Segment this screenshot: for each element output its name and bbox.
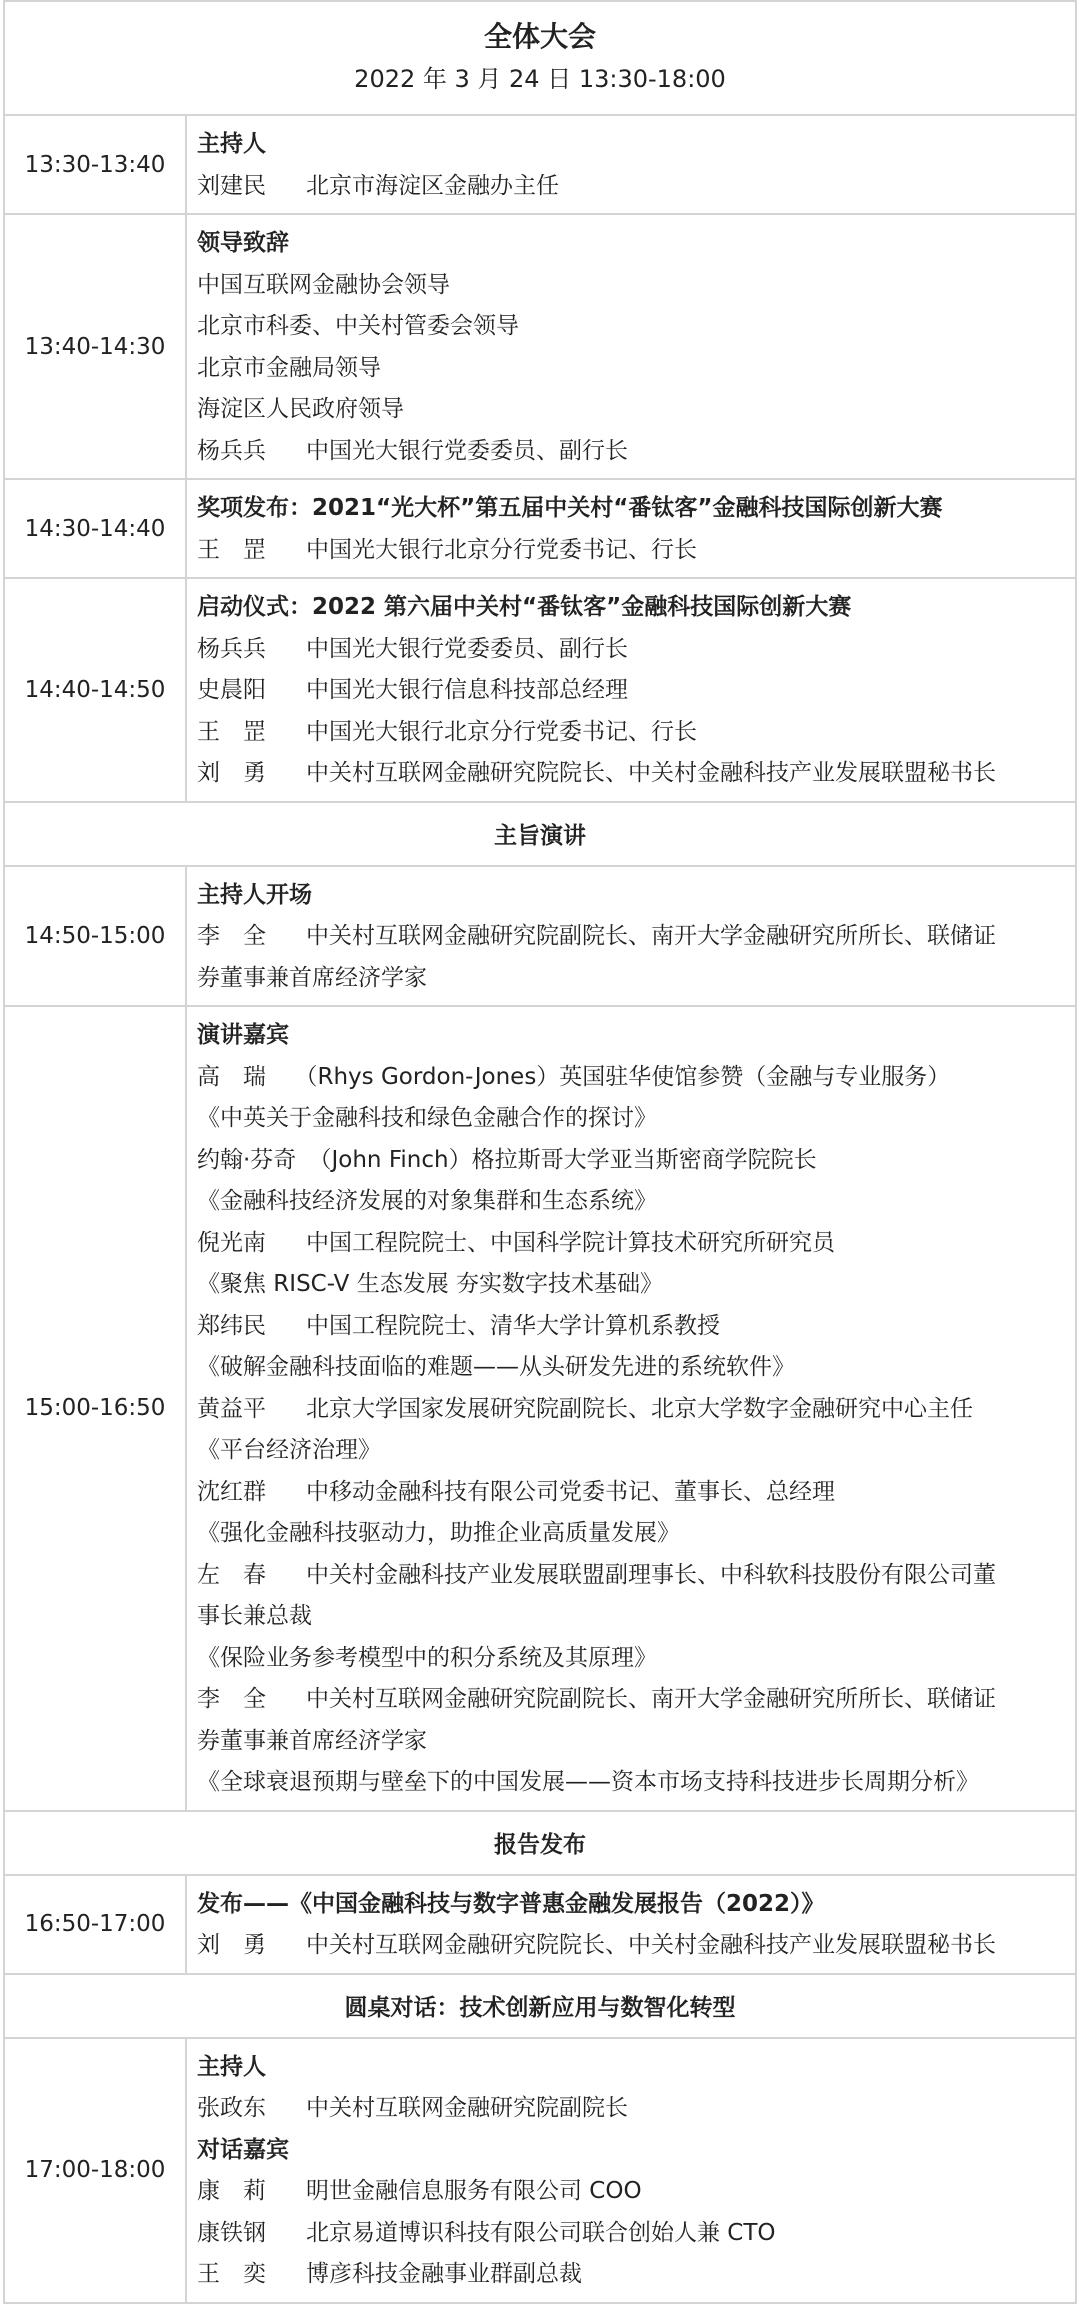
- session-text: 北京市金融局领导: [197, 354, 381, 381]
- session-text: 《全球衰退预期与壁垒下的中国发展——资本市场支持科技进步长周期分析》: [197, 1769, 979, 1795]
- session-heading: 奖项发布：2021“光大杯”第五届中关村“番钛客”金融科技国际创新大赛: [197, 495, 943, 521]
- speaker-title: 博彦科技金融事业群副总裁: [306, 2261, 582, 2287]
- speaker-name: 王 罡: [197, 718, 266, 745]
- time-slot: 13:30-13:40: [5, 116, 187, 213]
- section-keynote: 主旨演讲: [5, 803, 1075, 867]
- speaker-name: 刘 勇: [197, 1932, 266, 1958]
- speaker-line: [197, 431, 1065, 473]
- spacer: [283, 1064, 306, 1090]
- agenda-row: [5, 579, 1075, 803]
- speaker-name: 高 瑞: [197, 1063, 266, 1090]
- speaker-title: 中国工程院院士、中国科学院计算技术研究所研究员: [306, 1229, 835, 1256]
- speaker-name: 杨兵兵: [197, 437, 266, 464]
- speaker-line: [197, 712, 1065, 754]
- speaker-line: [197, 530, 1065, 572]
- speaker-line: [197, 2171, 1065, 2213]
- spacer: [283, 2095, 306, 2121]
- speaker-line: [197, 670, 1065, 712]
- session-text: 《聚焦 RISC-V 生态发展 夯实数字技术基础》: [197, 1271, 664, 1297]
- speaker-title: 中关村金融科技产业发展联盟副理事长、中科软科技股份有限公司董: [306, 1561, 996, 1588]
- speaker-title: 中国光大银行北京分行党委书记、行长: [306, 536, 697, 563]
- session-content: [187, 867, 1075, 1006]
- spacer: [283, 1479, 306, 1505]
- agenda-row: [5, 2039, 1075, 2304]
- session-text: 《保险业务参考模型中的积分系统及其原理》: [197, 1644, 657, 1671]
- spacer: [283, 2178, 306, 2204]
- speaker-title: 中国光大银行信息科技部总经理: [306, 677, 628, 703]
- speaker-name: 史晨阳: [197, 677, 266, 703]
- speaker-title: 中关村互联网金融研究院副院长: [306, 2095, 628, 2121]
- spacer: [283, 719, 306, 745]
- time-slot: 14:30-14:40: [5, 480, 187, 577]
- page-title: 全体大会: [483, 20, 596, 53]
- spacer: [283, 1686, 306, 1712]
- speaker-title: 北京大学国家发展研究院副院长、北京大学数字金融研究中心主任: [306, 1395, 973, 1422]
- session-text: 券董事兼首席经济学家: [197, 964, 427, 991]
- agenda-group-report: [5, 1876, 1075, 1975]
- spacer: [283, 760, 306, 786]
- speaker-name: 杨兵兵: [197, 635, 266, 662]
- spacer: [283, 923, 306, 949]
- speaker-line: [197, 629, 1065, 671]
- speaker-line: [197, 916, 1065, 958]
- speaker-title: 中关村互联网金融研究院院长、中关村金融科技产业发展联盟秘书长: [306, 1932, 996, 1958]
- spacer: [283, 636, 306, 662]
- session-text: 中国互联网金融协会领导: [197, 271, 450, 298]
- session-text: 《金融科技经济发展的对象集群和生态系统》: [197, 1188, 657, 1214]
- speaker-name: 刘建民: [197, 172, 266, 199]
- speaker-line: [197, 1223, 1065, 1265]
- spacer: [283, 1396, 306, 1422]
- speaker-line: [197, 1472, 1065, 1514]
- speaker-title: 中国光大银行北京分行党委书记、行长: [306, 718, 697, 745]
- speaker-line: [197, 1057, 1065, 1099]
- section-roundtable: 圆桌对话：技术创新应用与数智化转型: [5, 1975, 1075, 2039]
- time-slot: 16:50-17:00: [5, 1876, 187, 1973]
- spacer: [283, 1313, 306, 1339]
- session-text: 海淀区人民政府领导: [197, 396, 404, 422]
- speaker-line: [197, 1389, 1065, 1431]
- speaker-title: 北京易道博识科技有限公司联合创始人兼 CTO: [306, 2219, 776, 2246]
- speaker-line: [197, 1140, 1065, 1182]
- speaker-line: [197, 753, 1065, 795]
- session-content: [187, 579, 1075, 801]
- session-content: [187, 2039, 1075, 2302]
- speaker-line: [197, 1306, 1065, 1348]
- session-text: 《强化金融科技驱动力，助推企业高质量发展》: [197, 1520, 680, 1546]
- spacer: [297, 1147, 320, 1173]
- spacer: [283, 1562, 306, 1588]
- session-heading: 发布——《中国金融科技与数字普惠金融发展报告（2022）》: [197, 1890, 825, 1917]
- session-heading: 领导致辞: [197, 230, 289, 256]
- session-text: 事长兼总裁: [197, 1603, 312, 1629]
- spacer: [283, 1230, 306, 1256]
- session-heading: 对话嘉宾: [197, 2136, 289, 2163]
- session-content: [187, 215, 1075, 478]
- session-heading: 演讲嘉宾: [197, 1022, 289, 1048]
- session-content: [187, 1876, 1075, 1973]
- speaker-name: 李 全: [197, 1686, 266, 1712]
- agenda-row: [5, 1007, 1075, 1812]
- agenda-header: [5, 0, 1075, 116]
- agenda-row: [5, 480, 1075, 579]
- time-slot: 14:50-15:00: [5, 867, 187, 1006]
- session-text: 《破解金融科技面临的难题——从头研发先进的系统软件》: [197, 1354, 795, 1380]
- speaker-line: [197, 166, 1065, 208]
- speaker-line: [197, 1925, 1065, 1967]
- session-heading: 主持人: [197, 131, 266, 157]
- speaker-title: 北京市海淀区金融办主任: [306, 172, 559, 199]
- session-heading: 启动仪式：2022 第六届中关村“番钛客”金融科技国际创新大赛: [197, 594, 852, 620]
- speaker-name: 张政东: [197, 2095, 266, 2121]
- speaker-title: （John Finch）格拉斯哥大学亚当斯密商学院院长: [320, 1146, 817, 1173]
- session-text: 《平台经济治理》: [197, 1437, 381, 1463]
- session-text: 券董事兼首席经济学家: [197, 1727, 427, 1754]
- speaker-name: 左 春: [197, 1561, 266, 1588]
- speaker-title: 中关村互联网金融研究院副院长、南开大学金融研究所所长、联储证: [306, 1686, 996, 1712]
- speaker-name: 约翰·芬奇: [197, 1146, 297, 1173]
- speaker-name: 倪光南: [197, 1229, 266, 1256]
- speaker-name: 李 全: [197, 923, 266, 949]
- spacer: [283, 2220, 306, 2246]
- session-content: [187, 480, 1075, 577]
- speaker-name: 沈红群: [197, 1478, 266, 1505]
- spacer: [283, 1932, 306, 1958]
- session-heading: 主持人开场: [197, 881, 312, 908]
- session-text: 北京市科委、中关村管委会领导: [197, 313, 519, 339]
- speaker-title: 中国光大银行党委委员、副行长: [306, 635, 628, 662]
- speaker-title: 中国工程院院士、清华大学计算机系教授: [306, 1312, 720, 1339]
- time-slot: 13:40-14:30: [5, 215, 187, 478]
- speaker-line: [197, 1555, 1065, 1597]
- agenda-group-plenary: [5, 116, 1075, 803]
- speaker-name: 郑纬民: [197, 1312, 266, 1339]
- agenda-row: [5, 116, 1075, 215]
- speaker-name: 王 奕: [197, 2261, 266, 2287]
- agenda-group-roundtable: [5, 2039, 1075, 2304]
- agenda-sheet: [3, 0, 1077, 2304]
- time-slot: 17:00-18:00: [5, 2039, 187, 2302]
- speaker-title: 中国光大银行党委委员、副行长: [306, 437, 628, 464]
- spacer: [283, 537, 306, 563]
- time-slot: 15:00-16:50: [5, 1007, 187, 1810]
- session-heading: 主持人: [197, 2053, 266, 2080]
- speaker-name: 王 罡: [197, 536, 266, 563]
- speaker-line: [197, 1679, 1065, 1721]
- event-date: 2022 年 3 月 24 日 13:30-18:00: [354, 65, 726, 93]
- speaker-line: [197, 2254, 1065, 2296]
- spacer: [283, 2261, 306, 2287]
- spacer: [283, 173, 306, 199]
- agenda-row: [5, 215, 1075, 480]
- speaker-title: 中移动金融科技有限公司党委书记、董事长、总经理: [306, 1478, 835, 1505]
- speaker-title: 中关村互联网金融研究院副院长、南开大学金融研究所所长、联储证: [306, 923, 996, 949]
- spacer: [283, 677, 306, 703]
- session-content: [187, 116, 1075, 213]
- speaker-title: 中关村互联网金融研究院院长、中关村金融科技产业发展联盟秘书长: [306, 760, 996, 786]
- session-content: [187, 1007, 1075, 1810]
- speaker-title: 明世金融信息服务有限公司 COO: [306, 2178, 642, 2204]
- speaker-line: [197, 2213, 1065, 2255]
- agenda-row: [5, 867, 1075, 1008]
- spacer: [283, 438, 306, 464]
- section-report: 报告发布: [5, 1812, 1075, 1876]
- speaker-name: 黄益平: [197, 1395, 266, 1422]
- session-text: 《中英关于金融科技和绿色金融合作的探讨》: [197, 1105, 657, 1131]
- speaker-name: 康 莉: [197, 2178, 266, 2204]
- speaker-title: （Rhys Gordon-Jones）英国驻华使馆参赞（金融与专业服务）: [306, 1063, 951, 1090]
- speaker-line: [197, 2088, 1065, 2130]
- agenda-row: [5, 1876, 1075, 1975]
- speaker-name: 康铁钢: [197, 2219, 266, 2246]
- speaker-name: 刘 勇: [197, 760, 266, 786]
- time-slot: 14:40-14:50: [5, 579, 187, 801]
- agenda-group-keynote: [5, 867, 1075, 1812]
